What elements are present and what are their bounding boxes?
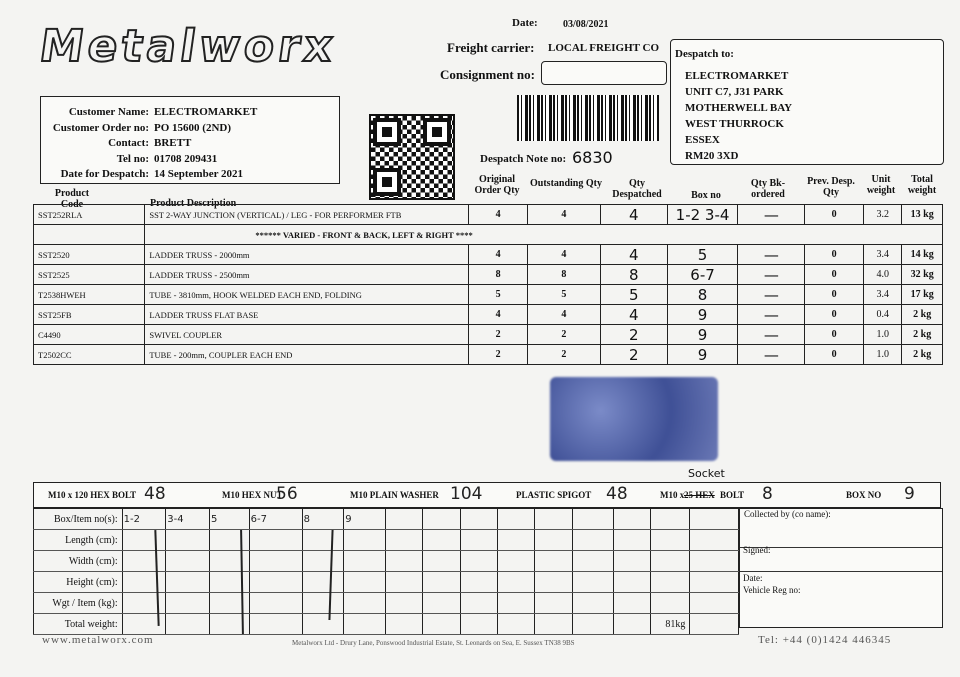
box-id: 6-7 [249,509,302,530]
total-weight: 2 kg [902,305,943,325]
original-qty: 4 [469,305,528,325]
row-label: Box/Item no(s): [34,509,123,530]
total-weight: 17 kg [902,285,943,305]
table-row [34,509,739,530]
qty-despatched: 8 [600,265,667,285]
collected-by-label: Collected by (co name): [744,509,831,519]
product-description: LADDER TRUSS FLAT BASE [145,305,469,325]
original-qty: 2 [469,325,528,345]
qty-despatched: 4 [600,245,667,265]
box-no: 5 [667,245,738,265]
row-label: Length (cm): [34,530,123,551]
box-id: 3-4 [166,509,210,530]
footer-tel: Tel: +44 (0)1424 446345 [758,634,892,646]
table-row [34,265,943,285]
unit-weight: 1.0 [863,325,901,345]
table-row [34,593,739,614]
table-row [34,225,943,245]
plastic-spigot-qty: 48 [606,484,628,504]
col-qty-backordered: Qty Bk-ordered [750,178,786,200]
col-box-no: Box no [691,190,721,201]
total-weight: 32 kg [902,265,943,285]
qty-backordered: — [738,205,805,225]
original-qty: 8 [469,265,528,285]
socket-bolt-label-b: 25 HEX [684,490,715,500]
row-label: Wgt / Item (kg): [34,593,123,614]
despatch-to-address [685,68,792,164]
qr-finder [373,118,401,146]
box-id: 5 [209,509,249,530]
outstanding-qty: 4 [527,205,600,225]
qty-backordered: — [738,285,805,305]
customer-order: PO 15600 (2ND) [154,121,231,134]
prev-desp-qty: 0 [805,245,864,265]
total-weight: 2 kg [902,345,943,365]
outstanding-qty: 4 [527,305,600,325]
table-row [34,245,943,265]
qr-finder [423,118,451,146]
table-row [34,345,943,365]
col-qty-despatched: Qty Despatched [612,178,662,200]
plastic-spigot-label: PLASTIC SPIGOT [516,490,592,500]
table-row [34,572,739,593]
divider [740,571,942,572]
product-code: C4490 [34,325,145,345]
despatch-note-label: Despatch Note no: [480,153,567,165]
product-code: T2502CC [34,345,145,365]
footer-website: www.metalworx.com [42,634,154,646]
hardware-row [33,467,941,508]
product-description: SST 2-WAY JUNCTION (VERTICAL) / LEG - FOR PERFORMER FTB [145,205,469,225]
items-table [33,204,943,365]
product-code: SST2520 [34,245,145,265]
socket-bolt-qty: 8 [762,484,773,504]
unit-weight: 0.4 [863,305,901,325]
total-weight: 14 kg [902,245,943,265]
qr-code [369,114,455,200]
freight-carrier-value: LOCAL FREIGHT CO [548,42,660,54]
plain-washer-qty: 104 [450,484,483,504]
unit-weight: 4.0 [863,265,901,285]
contact-label: Contact: [108,137,149,149]
col-unit-weight: Unit weight [866,174,896,196]
original-qty: 5 [469,285,528,305]
outstanding-qty: 2 [527,325,600,345]
box-dimensions-table [33,508,739,635]
col-product-code: Product Code [54,188,90,210]
qty-backordered: — [738,305,805,325]
address-line: WEST THURROCK [685,118,784,130]
socket-bolt-label-a: M10 x [660,490,685,500]
table-row [34,614,739,635]
outstanding-qty: 2 [527,345,600,365]
qty-despatched: 2 [600,345,667,365]
box-no: 1-2 3-4 [667,205,738,225]
col-product-description: Product Description [150,198,237,209]
col-original-qty: Original Order Qty [474,174,520,196]
product-description: TUBE - 200mm, COUPLER EACH END [145,345,469,365]
redacted-stamp [550,377,718,461]
product-description: TUBE - 3810mm, HOOK WELDED EACH END, FOLDING [145,285,469,305]
table-row [34,551,739,572]
outstanding-qty: 8 [527,265,600,285]
customer-name: ELECTROMARKET [154,106,258,118]
customer-box [40,96,340,184]
address-line: RM20 3XD [685,150,739,162]
despatch-to-label: Despatch to: [675,48,734,60]
col-prev-desp-qty: Prev. Desp. Qty [807,176,855,198]
despatch-to-box [670,39,944,165]
tel-label: Tel no: [116,152,149,165]
address-line: ELECTROMARKET [685,70,789,82]
hex-bolt-label: M10 x 120 HEX BOLT [48,490,137,500]
col-outstanding-qty: Outstanding Qty [530,178,602,189]
qty-backordered: — [738,265,805,285]
unit-weight: 3.4 [863,245,901,265]
prev-desp-qty: 0 [805,285,864,305]
original-qty: 4 [469,245,528,265]
original-qty: 2 [469,345,528,365]
product-code [34,225,145,245]
hex-nut-label: M10 HEX NUT [222,490,283,500]
socket-note: Socket [688,467,725,480]
unit-weight: 1.0 [863,345,901,365]
address-line: UNIT C7, J31 PARK [685,86,784,98]
qty-despatched: 4 [600,305,667,325]
box-id: 9 [344,509,386,530]
table-row [34,305,943,325]
freight-carrier-label: Freight carrier: [447,40,535,55]
despatch-note-number: 6830 [572,148,613,167]
product-code: SST25FB [34,305,145,325]
despatch-date-label: Date for Despatch: [60,168,149,180]
box-no: 9 [667,345,738,365]
box-id: 1-2 [122,509,166,530]
product-code: SST252RLA [34,205,145,225]
product-note: ****** VARIED - FRONT & BACK, LEFT & RIGHT **** [145,225,943,245]
date-collected-label: Date: [743,573,763,583]
row-label: Width (cm): [34,551,123,572]
row-label: Total weight: [34,614,123,635]
total-weight: 2 kg [902,325,943,345]
prev-desp-qty: 0 [805,345,864,365]
date-label: Date: [512,17,538,29]
contact-name: BRETT [154,137,192,149]
box-id: 8 [302,509,344,530]
box-no-value: 9 [904,484,915,504]
box-no: 9 [667,305,738,325]
qty-despatched: 5 [600,285,667,305]
address-line: ESSEX [685,134,720,146]
barcode [517,95,659,141]
box-no: 6-7 [667,265,738,285]
table-row [34,285,943,305]
collection-box [739,508,943,628]
hex-nut-qty: 56 [276,484,298,504]
qr-finder [373,168,401,196]
box-no-label: BOX NO [846,490,882,500]
socket-bolt-label-c: BOLT [720,490,745,500]
qty-backordered: — [738,325,805,345]
consignment-label: Consignment no: [440,67,535,82]
footer-address: Metalworx Ltd - Drury Lane, Ponswood Industrial Estate, St. Leonards on Sea, E. Sussex TN38 9BS [292,639,575,647]
product-description: SWIVEL COUPLER [145,325,469,345]
prev-desp-qty: 0 [805,325,864,345]
date-value: 03/08/2021 [563,19,609,30]
tel-number: 01708 209431 [154,152,218,165]
product-description: LADDER TRUSS - 2000mm [145,245,469,265]
plain-washer-label: M10 PLAIN WASHER [350,490,439,500]
total-weight-value: 81kg [651,614,690,635]
hex-bolt-qty: 48 [144,484,166,504]
customer-order-label: Customer Order no: [52,121,149,134]
qty-backordered: — [738,245,805,265]
product-code: T2538HWEH [34,285,145,305]
col-total-weight: Total weight [907,174,937,196]
prev-desp-qty: 0 [805,305,864,325]
despatch-date: 14 September 2021 [154,168,244,180]
prev-desp-qty: 0 [805,265,864,285]
customer-name-label: Customer Name: [68,106,149,118]
address-line: MOTHERWELL BAY [685,102,793,114]
unit-weight: 3.4 [863,285,901,305]
consignment-field[interactable] [541,61,667,85]
row-label: Height (cm): [34,572,123,593]
box-no: 9 [667,325,738,345]
product-description: LADDER TRUSS - 2500mm [145,265,469,285]
table-row [34,530,739,551]
total-weight: 13 kg [902,205,943,225]
prev-desp-qty: 0 [805,205,864,225]
product-code: SST2525 [34,265,145,285]
outstanding-qty: 5 [527,285,600,305]
signed-label: Signed: [743,545,771,555]
table-row [34,205,943,225]
box-no: 8 [667,285,738,305]
qty-despatched: 2 [600,325,667,345]
qty-despatched: 4 [600,205,667,225]
table-row [34,325,943,345]
vehicle-reg-label: Vehicle Reg no: [743,585,801,595]
unit-weight: 3.2 [863,205,901,225]
outstanding-qty: 4 [527,245,600,265]
original-qty: 4 [469,205,528,225]
qty-backordered: — [738,345,805,365]
metalworx-logo: Metalworx [37,24,415,70]
